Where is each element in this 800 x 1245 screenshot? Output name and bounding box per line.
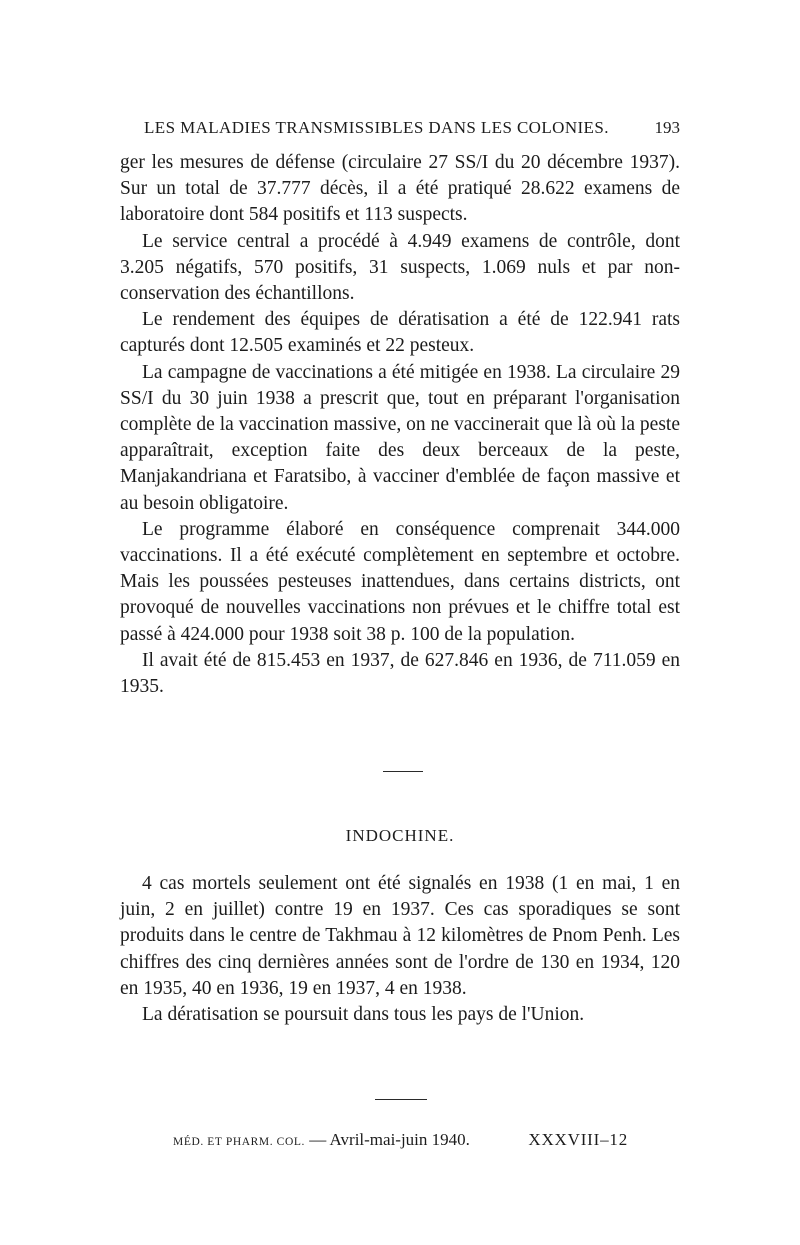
indochine-section — [120, 871, 680, 1028]
journal-issue: — Avril-mai-juin 1940. — [304, 1130, 470, 1149]
paragraph-indochine-cases: 4 cas mortels seulement ont été signalés en 1938 (1 en mai, 1 en juin, 2 en juillet) contre 19 en 1937. Ces cas sporadiques se sont produits dans le centre de Takhmau à 12 kilomètres de Pnom Penh. Les chiffres des cinq dernières années sont de l'ordre de 130 en 1934, 120 en 1935, 40 en 1936, 19 en 1937, 4 en 1938. — [120, 873, 680, 999]
running-title: LES MALADIES TRANSMISSIBLES DANS LES COLONIES. — [144, 118, 609, 137]
paragraph-rat-control: Le rendement des équipes de dératisation a été de 122.941 rats capturés dont 12.505 examinés et 22 pesteux. — [120, 309, 680, 357]
section-divider — [383, 771, 423, 772]
page-footer — [120, 1130, 680, 1154]
journal-reference — [173, 1130, 470, 1150]
page-number: 193 — [654, 118, 680, 137]
paragraph-continued: ger les mesures de défense (circulaire 27 SS/I du 20 décembre 1937). Sur un total de 37.777 décès, il a été pratiqué 28.622 examens de laboratoire dont 584 positifs et 113 suspects. — [120, 152, 680, 226]
end-divider — [375, 1099, 427, 1100]
page-header — [120, 118, 680, 144]
printer-signature: XXXVIII–12 — [528, 1130, 628, 1149]
journal-abbreviation: MÉD. ET PHARM. COL. — [173, 1136, 305, 1148]
paragraph-vaccination-campaign: La campagne de vaccinations a été mitigée en 1938. La circulaire 29 SS/I du 30 juin 1938 a prescrit que, tout en préparant l'organisation complète de la vaccination massive, on ne vaccinerait que là où la peste apparaîtrait, exception faite des deux berceaux de la peste, Manjakandriana et Faratsibo, à vacciner d'emblée de façon massive et au besoin obligatoire. — [120, 361, 680, 514]
paragraph-vaccination-program: Le programme élaboré en conséquence comprenait 344.000 vaccinations. Il a été exécuté complètement en septembre et octobre. Mais les poussées pesteuses inattendues, dans certains districts, ont provoqué de nouvelles vaccinations non prévues et le chiffre total est passé à 424.000 pour 1938 soit 38 p. 100 de la population. — [120, 518, 680, 645]
paragraph-control-exams: Le service central a procédé à 4.949 examens de contrôle, dont 3.205 négatifs, 570 positifs, 31 suspects, 1.069 nuls et par non-conservation des échantillons. — [120, 230, 680, 305]
paragraph-previous-years: Il avait été de 815.453 en 1937, de 627.846 en 1936, de 711.059 en 1935. — [120, 649, 680, 698]
paragraph-indochine-rat-control: La dératisation se poursuit dans tous les pays de l'Union. — [142, 1004, 585, 1026]
madagascar-plague-section — [120, 150, 680, 700]
section-heading-indochine: INDOCHINE. — [345, 826, 455, 845]
